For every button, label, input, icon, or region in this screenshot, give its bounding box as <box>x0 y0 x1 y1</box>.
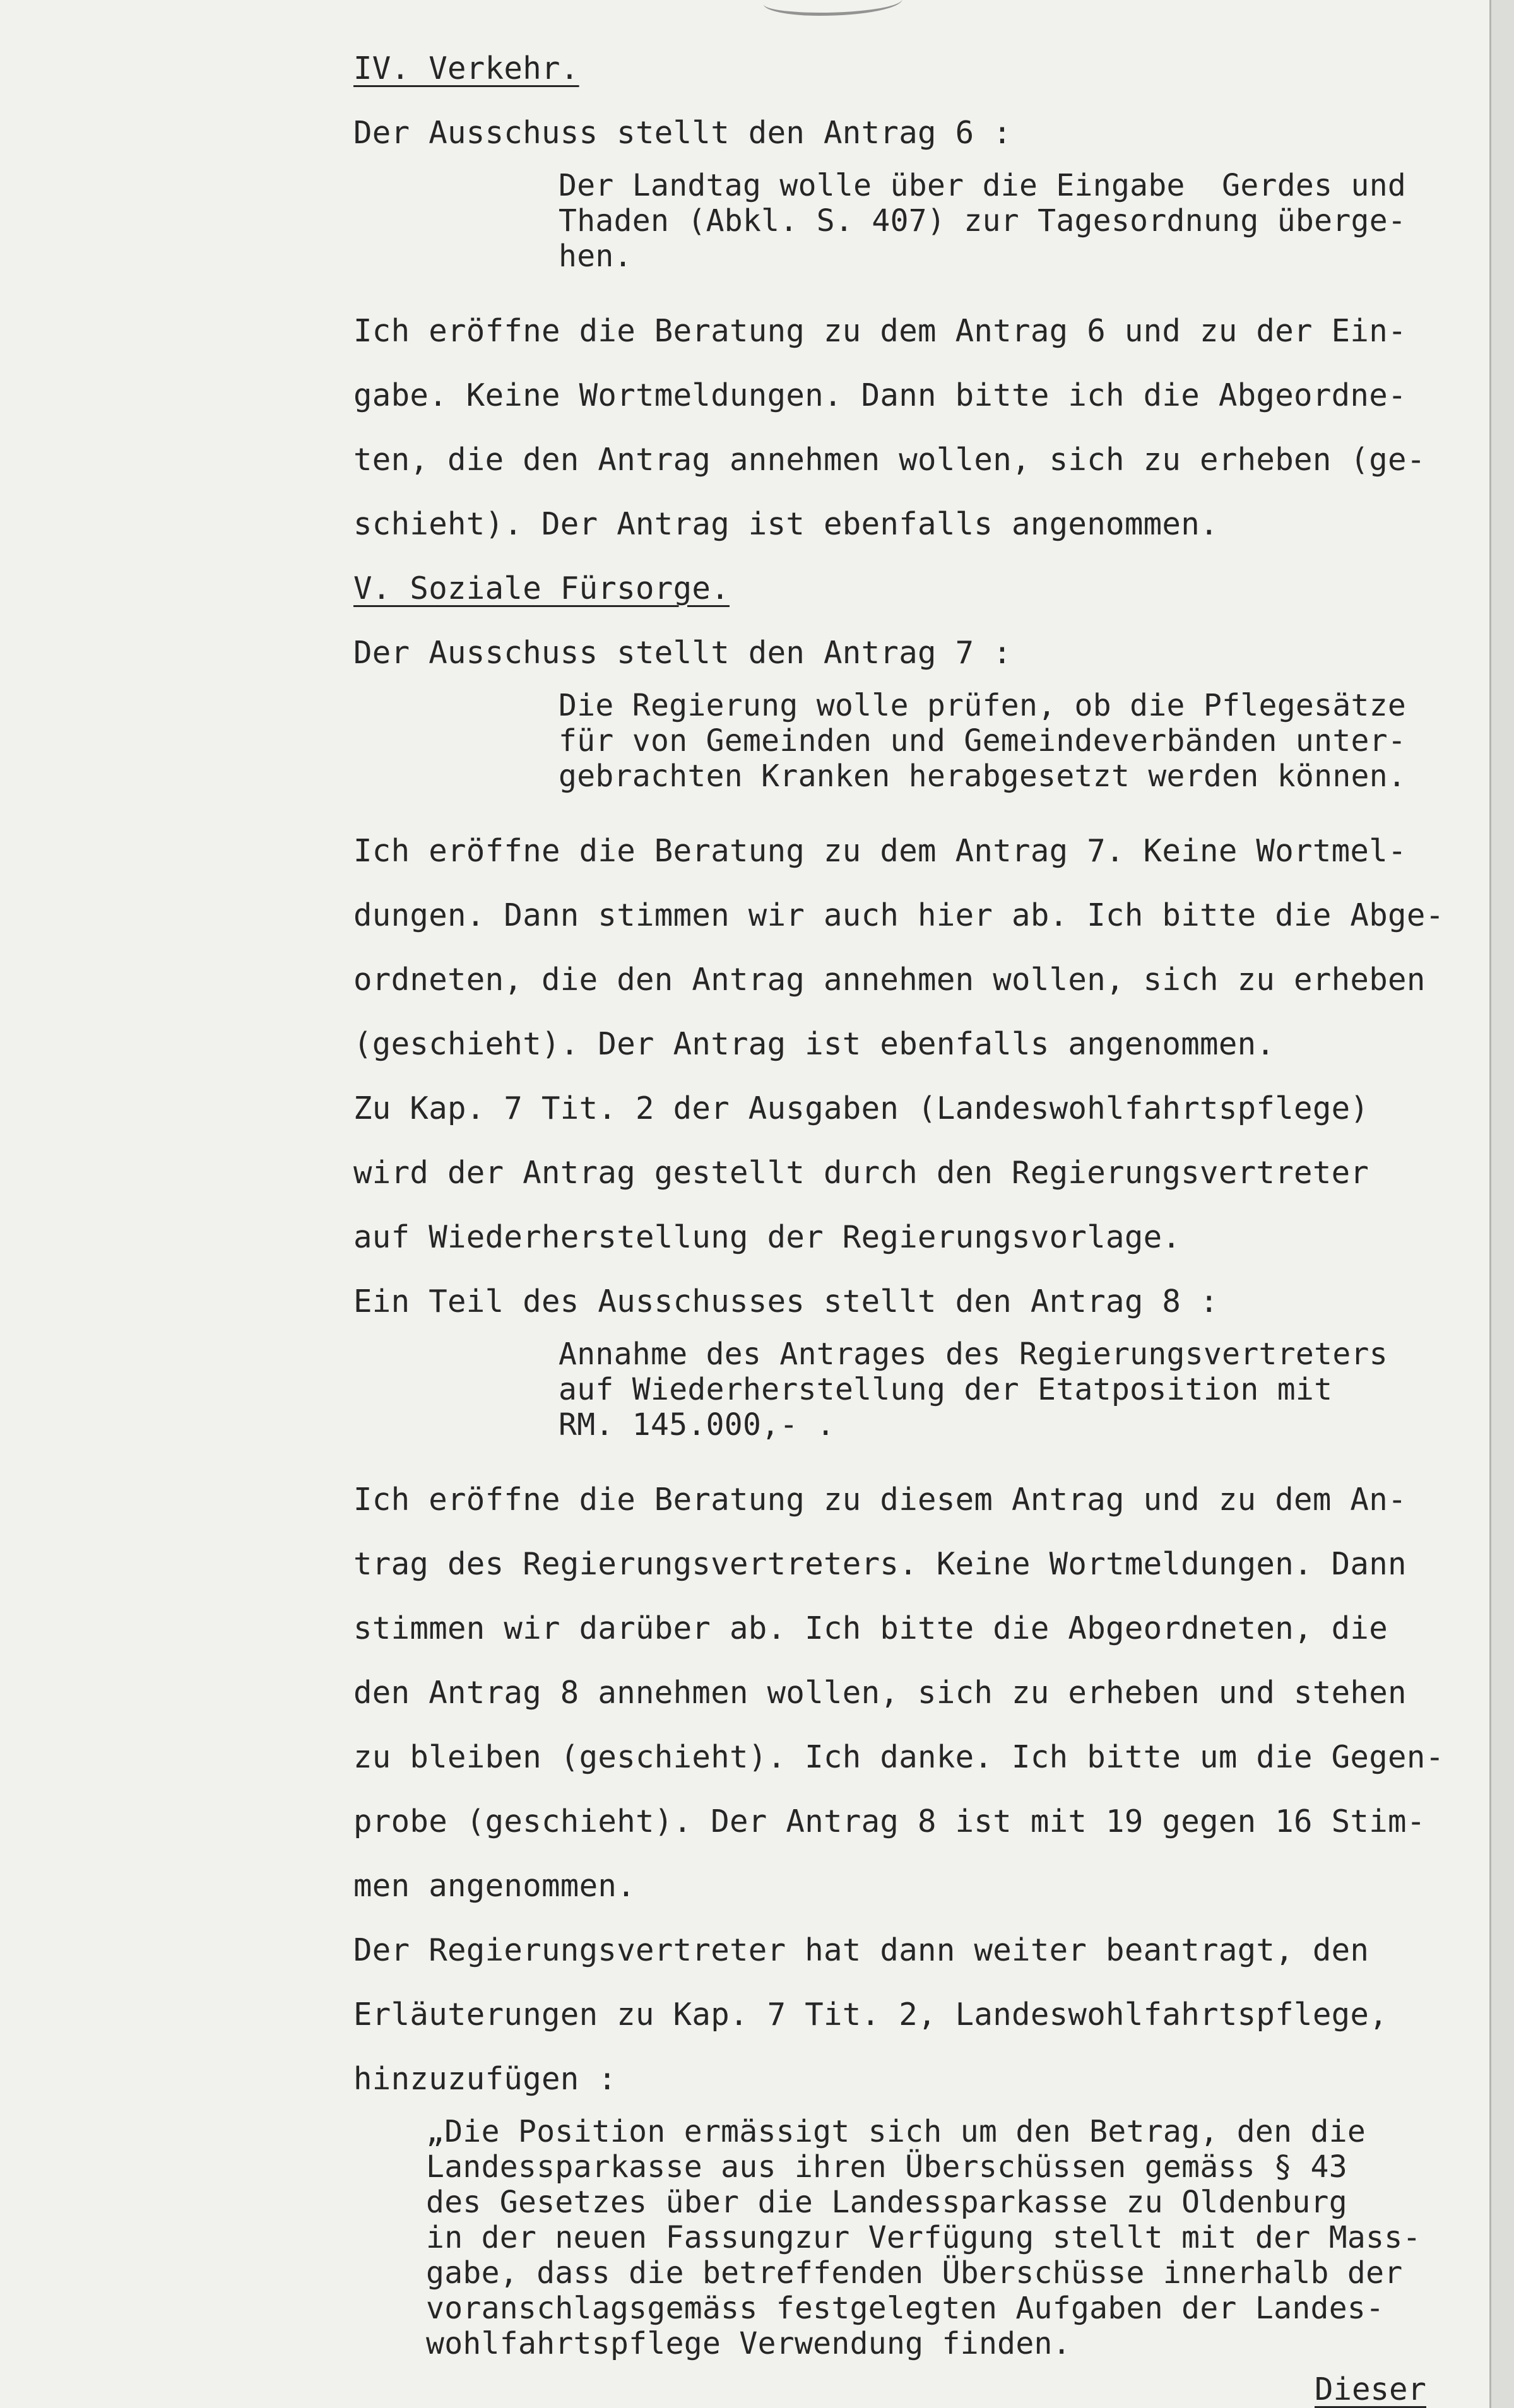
motion-line: für von Gemeinden und Gemeindeverbänden unter- <box>559 723 1407 758</box>
motion-line: RM. 145.000,- . <box>559 1407 835 1443</box>
continuation-word: Dieser <box>1314 2371 1426 2407</box>
handwritten-mark <box>764 0 902 16</box>
text-line: den Antrag 8 annehmen wollen, sich zu erheben und stehen <box>353 1675 1407 1711</box>
text-line: Zu Kap. 7 Tit. 2 der Ausgaben (Landeswohlfahrtspflege) <box>353 1090 1369 1126</box>
motion-6-text <box>559 168 1489 274</box>
text-line: Erläuterungen zu Kap. 7 Tit. 2, Landeswohlfahrtspflege, <box>353 1997 1388 2033</box>
text-line: auf Wiederherstellung der Regierungsvorlage. <box>353 1219 1181 1255</box>
motion-line: auf Wiederherstellung der Etatposition mit <box>559 1372 1333 1407</box>
text-line: Der Regierungsvertreter hat dann weiter beantragt, den <box>353 1932 1369 1968</box>
text-line: wird der Antrag gestellt durch den Regierungsvertreter <box>353 1155 1369 1191</box>
quoted-addition <box>426 2114 1489 2361</box>
quote-line: „Die Position ermässigt sich um den Betrag, den die <box>426 2114 1366 2149</box>
motion-line: gebrachten Kranken herabgesetzt werden können. <box>559 758 1407 794</box>
paragraph-kap-7 <box>353 1077 1489 1270</box>
text-line: probe (geschieht). Der Antrag 8 ist mit 19 gegen 16 Stim- <box>353 1803 1426 1839</box>
quote-line: Landessparkasse aus ihren Überschüssen gemäss § 43 <box>426 2149 1347 2185</box>
text-line: Ich eröffne die Beratung zu diesem Antrag und zu dem An- <box>353 1482 1407 1518</box>
paragraph-antrag-8 <box>353 1468 1489 1918</box>
text-line: dungen. Dann stimmen wir auch hier ab. Ich bitte die Abge- <box>353 897 1445 933</box>
motion-8-text <box>559 1337 1489 1443</box>
motion-line: Die Regierung wolle prüfen, ob die Pflegesätze <box>559 688 1407 723</box>
text-line: Ich eröffne die Beratung zu dem Antrag 6 und zu der Ein- <box>353 313 1407 349</box>
motion-intro-8: Ein Teil des Ausschusses stellt den Antrag 8 : <box>353 1284 1219 1319</box>
quote-line: voranschlagsgemäss festgelegten Aufgaben der Landes- <box>426 2291 1385 2326</box>
motion-intro-7: Der Ausschuss stellt den Antrag 7 : <box>353 635 1012 671</box>
paragraph-antrag-7 <box>353 819 1489 1077</box>
motion-line: Der Landtag wolle über die Eingabe Gerdes und <box>559 168 1407 203</box>
text-line: (geschieht). Der Antrag ist ebenfalls angenommen. <box>353 1026 1275 1062</box>
text-line: zu bleiben (geschieht). Ich danke. Ich bitte um die Gegen- <box>353 1739 1445 1775</box>
motion-line: Thaden (Abkl. S. 407) zur Tagesordnung überge- <box>559 203 1407 239</box>
quote-line: des Gesetzes über die Landessparkasse zu Oldenburg <box>426 2185 1347 2220</box>
paragraph-antrag-6 <box>353 299 1489 557</box>
section-heading-verkehr: IV. Verkehr. <box>353 50 579 86</box>
text-line: gabe. Keine Wortmeldungen. Dann bitte ich die Abgeordne- <box>353 377 1407 413</box>
text-line: Ich eröffne die Beratung zu dem Antrag 7. Keine Wortmel- <box>353 833 1407 869</box>
paragraph-erlaeuterungen <box>353 1918 1489 2111</box>
text-line: schieht). Der Antrag ist ebenfalls angenommen. <box>353 506 1219 542</box>
text-line: trag des Regierungsvertreters. Keine Wortmeldungen. Dann <box>353 1546 1407 1582</box>
quote-line: wohlfahrtspflege Verwendung finden. <box>426 2326 1071 2361</box>
document-body <box>353 37 1489 2408</box>
text-line: ordneten, die den Antrag annehmen wollen, sich zu erheben <box>353 962 1426 998</box>
text-line: ten, die den Antrag annehmen wollen, sich zu erheben (ge- <box>353 442 1426 478</box>
text-line: hinzuzufügen : <box>353 2061 617 2097</box>
motion-intro-6: Der Ausschuss stellt den Antrag 6 : <box>353 115 1012 151</box>
quote-line: gabe, dass die betreffenden Überschüsse innerhalb der <box>426 2255 1403 2291</box>
section-heading-soziale-fuersorge: V. Soziale Fürsorge. <box>353 570 730 606</box>
text-line: men angenommen. <box>353 1868 636 1904</box>
motion-line: hen. <box>559 239 632 274</box>
text-line: stimmen wir darüber ab. Ich bitte die Abgeordneten, die <box>353 1610 1388 1646</box>
quote-line: in der neuen Fassungzur Verfügung stellt mit der Mass- <box>426 2220 1421 2255</box>
motion-7-text <box>559 688 1489 794</box>
page-edge <box>1489 0 1514 2408</box>
motion-line: Annahme des Antrages des Regierungsvertreters <box>559 1337 1388 1372</box>
